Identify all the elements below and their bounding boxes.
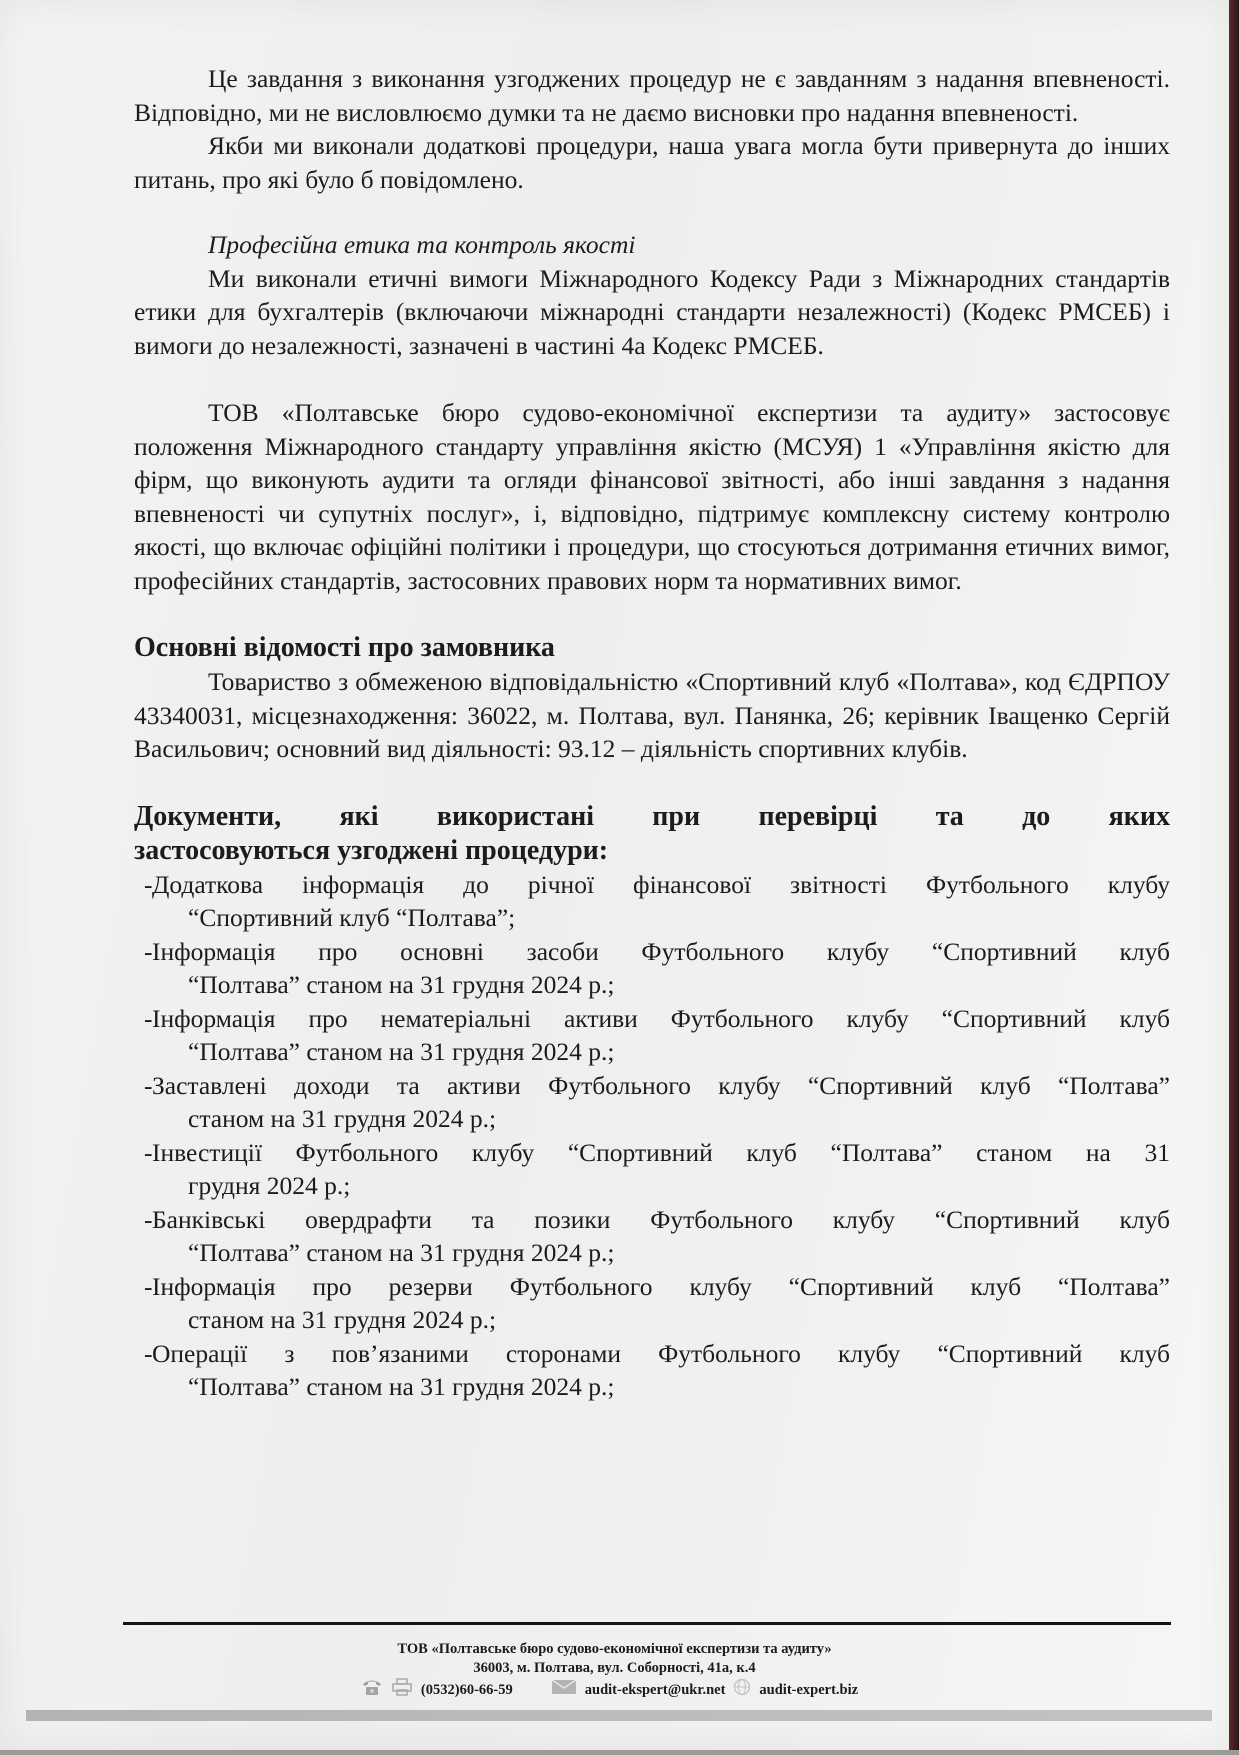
list-item-line-1: Інформація про основні засоби Футбольного клубу “Спортивний клуб <box>152 936 1170 966</box>
list-item <box>134 1203 1170 1270</box>
bullet-dash: - <box>144 1137 153 1167</box>
intro-paragraph-1: Це завдання з виконання узгоджених процедур не є завданням з надання впевненості. Відповідно, ми не висловлюємо думки та не даємо висновки про надання впевненості. <box>134 64 1170 127</box>
photo-background-edge <box>1229 0 1239 1755</box>
list-item <box>134 1136 1170 1203</box>
documents-section-heading-line-1: Документи, які використані при перевірці та до яких <box>134 800 1170 832</box>
bullet-dash: - <box>144 1204 153 1234</box>
bullet-dash: - <box>144 1271 153 1301</box>
list-item-line-2: “Полтава” станом на 31 грудня 2024 р.; <box>188 1372 615 1401</box>
list-item-line-2: “Полтава” станом на 31 грудня 2024 р.; <box>188 1037 615 1066</box>
list-item-line-2: станом на 31 грудня 2024 р.; <box>188 1305 497 1334</box>
phone-icon <box>361 1678 383 1702</box>
list-item <box>134 1069 1170 1136</box>
documents-list <box>134 868 1170 1404</box>
list-item-line-2: грудня 2024 р.; <box>188 1171 351 1200</box>
list-item <box>134 1002 1170 1069</box>
spacer <box>134 196 1170 228</box>
letterhead-footer <box>0 1640 1229 1702</box>
ethics-subheading: Професійна етика та контроль якості <box>208 230 636 259</box>
footer-phone: (0532)60-66-59 <box>420 1681 513 1698</box>
footer-company-name: ТОВ «Полтавське бюро судово-економічної експертизи та аудиту» <box>397 1641 832 1657</box>
bullet-dash: - <box>144 1070 153 1100</box>
list-item <box>134 868 1170 935</box>
photo-bottom-edge <box>0 1750 1239 1755</box>
footer-address: 36003, м. Полтава, вул. Соборності, 41а, к.4 <box>473 1660 756 1676</box>
globe-icon <box>733 1678 751 1702</box>
footer-divider <box>123 1622 1171 1625</box>
client-section-heading: Основні відомості про замовника <box>134 632 555 663</box>
list-item-line-2: станом на 31 грудня 2024 р.; <box>188 1104 497 1133</box>
list-item-line-1: Банківські овердрафти та позики Футбольного клубу “Спортивний клуб <box>152 1204 1170 1234</box>
list-item-line-1: Інвестиції Футбольного клубу “Спортивний клуб “Полтава” станом на 31 <box>152 1137 1170 1167</box>
spacer <box>134 362 1170 396</box>
bullet-dash: - <box>144 1338 153 1368</box>
footer-decorative-bar <box>26 1710 1212 1721</box>
list-item-line-2: “Полтава” станом на 31 грудня 2024 р.; <box>188 970 615 999</box>
document-body <box>134 62 1170 1404</box>
list-item-line-1: Інформація про нематеріальні активи Футбольного клубу “Спортивний клуб <box>152 1003 1170 1033</box>
list-item-line-1: Заставлені доходи та активи Футбольного клубу “Спортивний клуб “Полтава” <box>152 1070 1170 1100</box>
client-info-paragraph: Товариство з обмеженою відповідальністю «Спортивний клуб «Полтава», код ЄДРПОУ 43340031, місцезнаходження: 36022, м. Полтава, вул. Панянка, 26; керівник Іващенко Сергій Васильович; основний вид діяльності: 93.12 – діяльність спортивних клубів. <box>134 667 1170 763</box>
list-item <box>134 1270 1170 1337</box>
bullet-dash: - <box>144 1003 153 1033</box>
bullet-dash: - <box>144 869 153 899</box>
ethics-paragraph: Ми виконали етичні вимоги Міжнародного Кодексу Ради з Міжнародних стандартів етики для бухгалтерів (включаючи міжнародні стандарти незалежності) (Кодекс РМСЕБ) і вимоги до незалежності, зазначені в частині 4а Кодекс РМСЕБ. <box>134 263 1170 360</box>
list-item-line-1: Додаткова інформація до річної фінансової звітності Футбольного клубу <box>152 869 1170 899</box>
documents-section-heading-line-2: застосовуються узгоджені процедури: <box>134 834 609 866</box>
fax-icon <box>391 1678 413 1702</box>
list-item-line-1: Інформація про резерви Футбольного клубу “Спортивний клуб “Полтава” <box>152 1271 1170 1301</box>
list-item <box>134 1337 1170 1404</box>
list-item-line-1: Операції з пов’язаними сторонами Футбольного клубу “Спортивний клуб <box>152 1338 1170 1368</box>
bullet-dash: - <box>144 936 153 966</box>
spacer <box>134 597 1170 631</box>
intro-paragraph-2: Якби ми виконали додаткові процедури, наша увага могла бути привернута до інших питань, про які було б повідомлено. <box>134 131 1170 194</box>
footer-contacts <box>361 1678 858 1702</box>
list-item-line-2: “Спортивний клуб “Полтава”; <box>188 903 516 932</box>
quality-control-paragraph: ТОВ «Полтавське бюро судово-економічної експертизи та аудиту» застосовує положення Міжнародного стандарту управління якістю (МСУЯ) 1 «Управління якістю для фірм, що виконують аудити та огляди фінансової звітності, або інші завдання з надання впевненості чи супутніх послуг», і, відповідно, підтримує комплексну систему контролю якості, що включає офіційні політики і процедури, що стосуються дотримання етичних вимог, професійних стандартів, застосовних правових норм та нормативних вимог. <box>134 398 1170 595</box>
list-item-line-2: “Полтава” станом на 31 грудня 2024 р.; <box>188 1238 615 1267</box>
list-item <box>134 935 1170 1002</box>
email-icon <box>551 1679 577 1701</box>
footer-email[interactable]: audit-ekspert@ukr.net <box>584 1681 726 1698</box>
spacer <box>134 766 1170 800</box>
footer-website[interactable]: audit-expert.biz <box>759 1681 859 1698</box>
